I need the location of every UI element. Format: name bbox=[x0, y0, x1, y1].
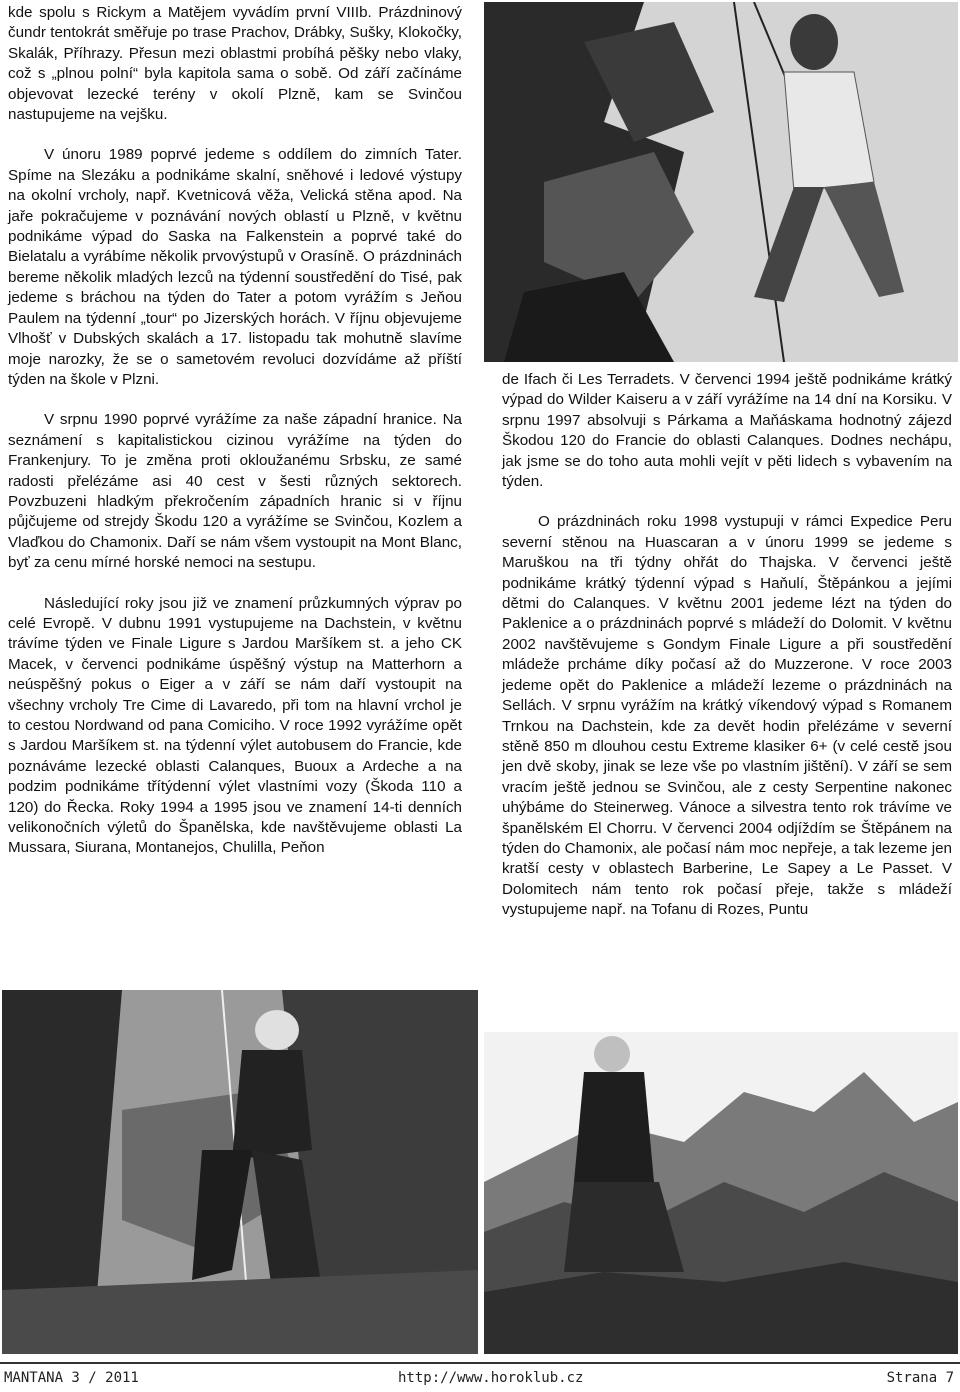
page-footer bbox=[0, 1362, 960, 1392]
footer-magazine-issue: MANTANA 3 / 2011 bbox=[4, 1370, 139, 1386]
paragraph: Následující roky jsou již ve znamení průzkumných výprav po celé Evropě. V dubnu 1991 vystupujeme na Dachstein, v květnu trávíme týden ve Finale Ligure s Jardou Maršíkem st. a jeho CK Macek, v červenci podnikáme úspěšný výstup na Matterhorn a neúspěšný pokus o Eiger a v září se nám daří vystoupit na všechny vrcholy Tre Cime di Lavaredo, při tom na hlavní vrchol je to cestou Nordwand od pana Comiciho. V roce 1992 vyrážíme opět s Jardou Maršíkem st. na týdenní výlet autobusem do Francie, kde poznáváme lezecké oblasti Calanques, Buoux a Ardeche a na podzim podnikáme třítýdenní výlet vlastními vozy (Škoda 110 a 120) do Řecka. Roky 1994 a 1995 jsou ve znamení 14-ti denních velikonočních výletů do Španělska, kde navštěvujeme oblasti La Mussara, Siurana, Montanejos, Chulilla, Peňon bbox=[8, 594, 462, 857]
footer-url-link[interactable]: http://www.horoklub.cz bbox=[398, 1370, 584, 1386]
paragraph: O prázdninách roku 1998 vystupuji v rámci Expedice Peru severní stěnou na Huascaran a v únoru 1999 se jedeme s Maruškou na tři týdny ohřát do Thajska. V červenci ještě podnikáme krátký týdenní výpad s Haňulí, Štěpánkou a jejími dětmi do Calanques. V květnu 2001 jedeme lézt na týden do Paklenice a o prázdninách poprvé s mládeží do Dolomit. V květnu 2002 navštěvujeme s Gondym Finale Ligure a při soustředění mládeže prcháme díky počasí až do Muzzerone. V roce 2003 jedeme opět do Paklenice a mládeží lezeme o prázdninách na Sellách. V srpnu vyrážím na krátký víkendový výpad s Romanem Trnkou na Dachstein, kde za devět hodin přelézáme v severní stěně 850 m dlouhou cestu Extreme klasiker 6+ (v celé cestě jsou jen dvě skoby, jinak se leze vše po vlastním jištění). V září se sem vracím ještě jednou se Svinčou, ale z cesty Serpentine nakonec uhýbáme do Steinerweg. Vánoce a silvestra tento rok trávíme ve španělském El Chorru. V červenci 2004 odjíždím se Štěpánem na týden do Chamonix, ale počasí nám moc nepřeje, a tak lezeme jen kratší cesty v oblastech Barberine, Le Sapey a Le Passet. V Dolomitech nám tento rok počasí přeje, takže s mládeží vystupujeme např. na Tofanu di Rozes, Puntu bbox=[502, 513, 952, 919]
right-text-column bbox=[502, 370, 952, 921]
photo-climber-on-rock bbox=[484, 2, 958, 362]
photo-climber-with-helmet bbox=[2, 990, 478, 1354]
paragraph: V srpnu 1990 poprvé vyrážíme za naše západní hranice. Na seznámení s kapitalistickou cizinou vyrážíme na týden do Frankenjury. To je změna proti okloužanému Srbsku, ze samé radosti přelézáme asi 40 cest v šesti různých sektorech. Povzbuzeni hladkým překročením západních hranic si v říjnu půjčujeme od strejdy Škodu 120 a vyrážíme se Svinčou, Kozlem a Vlaďkou do Chamonix. Daří se nám všem vystoupit na Mont Blanc, byť za cenu mírné horské nemoci na sestupu. bbox=[8, 411, 462, 572]
paragraph: de Ifach či Les Terradets. V červenci 1994 ještě podnikáme krátký výpad do Wilder Kaiseru a v září vyrážíme na 14 dní na Korsiku. V srpnu 1997 absolvuji s Párkama a Maňáskama hodnotný zájezd Škodou 120 do Francie do oblasti Calanques. Dodnes nechápu, jak jsme se do toho auta mohli vejít v pěti lidech s vybavením na týden. bbox=[502, 371, 952, 491]
footer-page-number: Strana 7 bbox=[886, 1370, 954, 1386]
left-text-column bbox=[8, 3, 462, 859]
paragraph: V únoru 1989 poprvé jedeme s oddílem do zimních Tater. Spíme na Slezáku a podnikáme skalní, sněhové i ledové výstupy na okolní vrcholy, např. Kvetnicová věža, Velická stěna apod. Na jaře pokračujeme v poznávání nových oblastí u Plzně, v květnu podnikáme výpad do Saska na Falkenstein a poprvé také do Bielatalu a vyrábíme několik prvovýstupů v Orasíně. O prázdninách bereme několik mladých lezců na týdenní soustředění do Tisé, pak jedeme s bráchou na týden do Tater a potom vyrážím s Jeňou Paulem na týdenní „tour“ po Jizerských horách. V říjnu objevujeme Vlhošť v Dubských skalách a 17. listopadu tak mohutně slavíme moje narozky, že se o sametovém revoluci dozvídáme až příští týden na škole v Plzni. bbox=[8, 146, 462, 388]
footer-rule bbox=[0, 1362, 960, 1364]
paragraph: kde spolu s Rickym a Matějem vyvádím první VIIIb. Prázdninový čundr tentokrát směřuje po trase Prachov, Drábky, Sušky, Klokočky, Skalák, Příhrazy. Přesun mezi oblastmi probíhá pěšky nebo vlaky, což s „plnou polní“ byla kapitola sama o sobě. Od září začínáme objevovat lezecké terény v okolí Plzně, kam se Svinčou nastupujeme na vejšku. bbox=[8, 4, 462, 124]
photo-climber-mountain-peaks bbox=[484, 1032, 958, 1354]
